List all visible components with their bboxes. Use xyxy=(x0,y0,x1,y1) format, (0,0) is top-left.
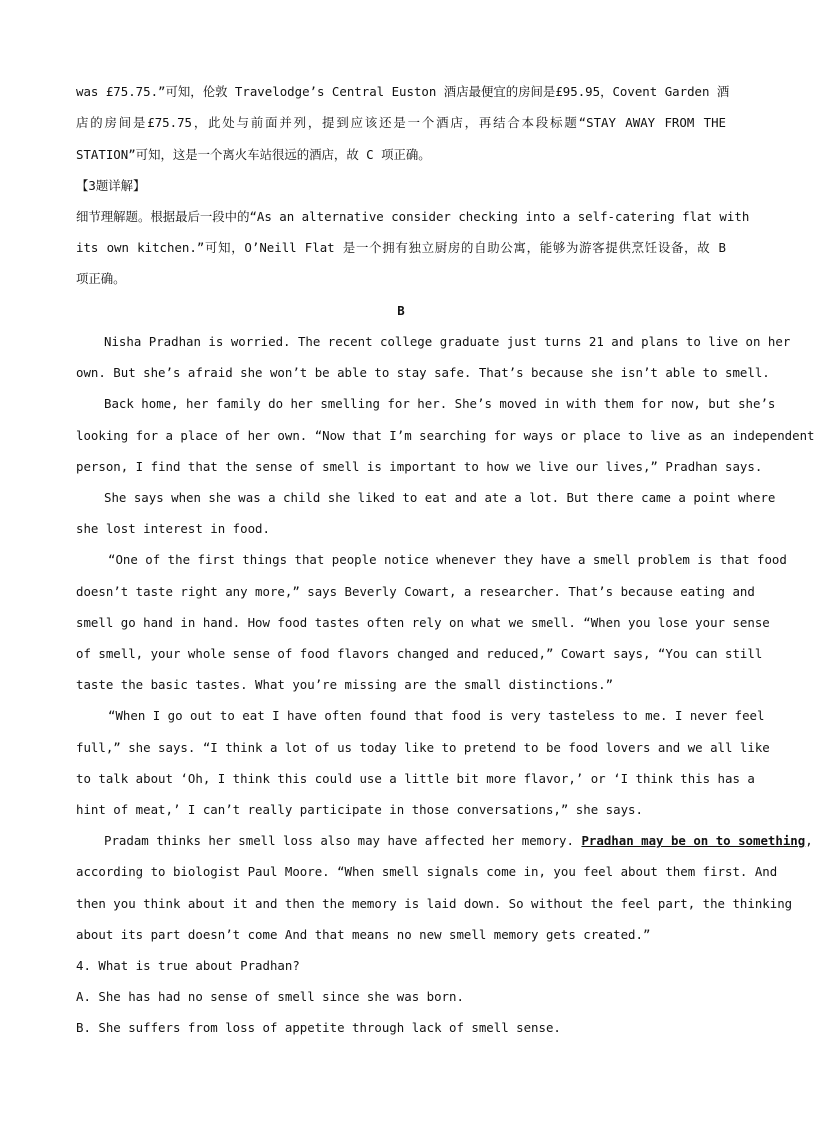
option-a: A. She has had no sense of smell since she was born. xyxy=(76,989,464,1004)
passage-line: according to biologist Paul Moore. “When smell signals come in, you feel about them first. And xyxy=(76,864,778,879)
passage-line: “When I go out to eat I have often found that food is very tasteless to me. I never feel xyxy=(108,708,765,723)
section-heading: 【3题详解】 xyxy=(76,178,146,193)
passage-line: of smell, your whole sense of food flavors changed and reduced,” Cowart says, “You can still xyxy=(76,646,763,661)
passage-title: B xyxy=(397,303,405,318)
passage-line: looking for a place of her own. “Now that I’m searching for ways or place to live as an independent xyxy=(76,428,815,443)
option-b: B. She suffers from loss of appetite through lack of smell sense. xyxy=(76,1020,561,1035)
passage-line: Nisha Pradhan is worried. The recent college graduate just turns 21 and plans to live on her xyxy=(104,334,791,349)
explanation-line: its own kitchen.”可知，O’Neill Flat 是一个拥有独立厨房的自助公寓，能够为游客提供烹饪设备，故 B xyxy=(76,240,726,255)
passage-line: Back home, her family do her smelling for her. She’s moved in with them for now, but she’s xyxy=(104,396,776,411)
passage-line: about its part doesn’t come And that means no new smell memory gets created.” xyxy=(76,927,651,942)
passage-line: smell go hand in hand. How food tastes often rely on what we smell. “When you lose your sense xyxy=(76,615,770,630)
passage-line: “One of the first things that people notice whenever they have a smell problem is that food xyxy=(108,552,787,567)
passage-line: then you think about it and then the memory is laid down. So without the feel part, the thinking xyxy=(76,896,793,911)
explanation-line: was £75.75.”可知，伦敦 Travelodge’s Central Euston 酒店最便宜的房间是£95.95，Covent Garden 酒 xyxy=(76,84,730,99)
passage-line: taste the basic tastes. What you’re missing are the small distinctions.” xyxy=(76,677,614,692)
passage-line: person, I find that the sense of smell is important to how we live our lives,” Pradhan says. xyxy=(76,459,763,474)
passage-line: she lost interest in food. xyxy=(76,521,270,536)
passage-line: own. But she’s afraid she won’t be able to stay safe. That’s because she isn’t able to smell. xyxy=(76,365,770,380)
explanation-line: 项正确。 xyxy=(76,271,126,286)
underlined-phrase: Pradhan may be on to something xyxy=(581,833,806,848)
passage-line: She says when she was a child she liked to eat and ate a lot. But there came a point where xyxy=(104,490,776,505)
passage-line: to talk about ‘Oh, I think this could use a little bit more flavor,’ or ‘I think this has a xyxy=(76,771,755,786)
passage-line: full,” she says. “I think a lot of us today like to pretend to be food lovers and we all like xyxy=(76,740,770,755)
explanation-line: 细节理解题。根据最后一段中的“As an alternative consider checking into a self-catering flat with xyxy=(76,209,750,224)
explanation-line: STATION”可知，这是一个离火车站很远的酒店，故 C 项正确。 xyxy=(76,147,431,162)
passage-line xyxy=(104,832,813,850)
passage-text: , xyxy=(805,833,813,848)
passage-line: doesn’t taste right any more,” says Beverly Cowart, a researcher. That’s because eating and xyxy=(76,584,755,599)
explanation-line: 店的房间是£75.75，此处与前面并列，提到应该还是一个酒店，再结合本段标题“STAY AWAY FROM THE xyxy=(76,115,726,130)
passage-text: Pradam thinks her smell loss also may have affected her memory. xyxy=(104,833,582,848)
passage-line: hint of meat,’ I can’t really participate in those conversations,” she says. xyxy=(76,802,643,817)
question-stem: 4. What is true about Pradhan? xyxy=(76,958,300,973)
